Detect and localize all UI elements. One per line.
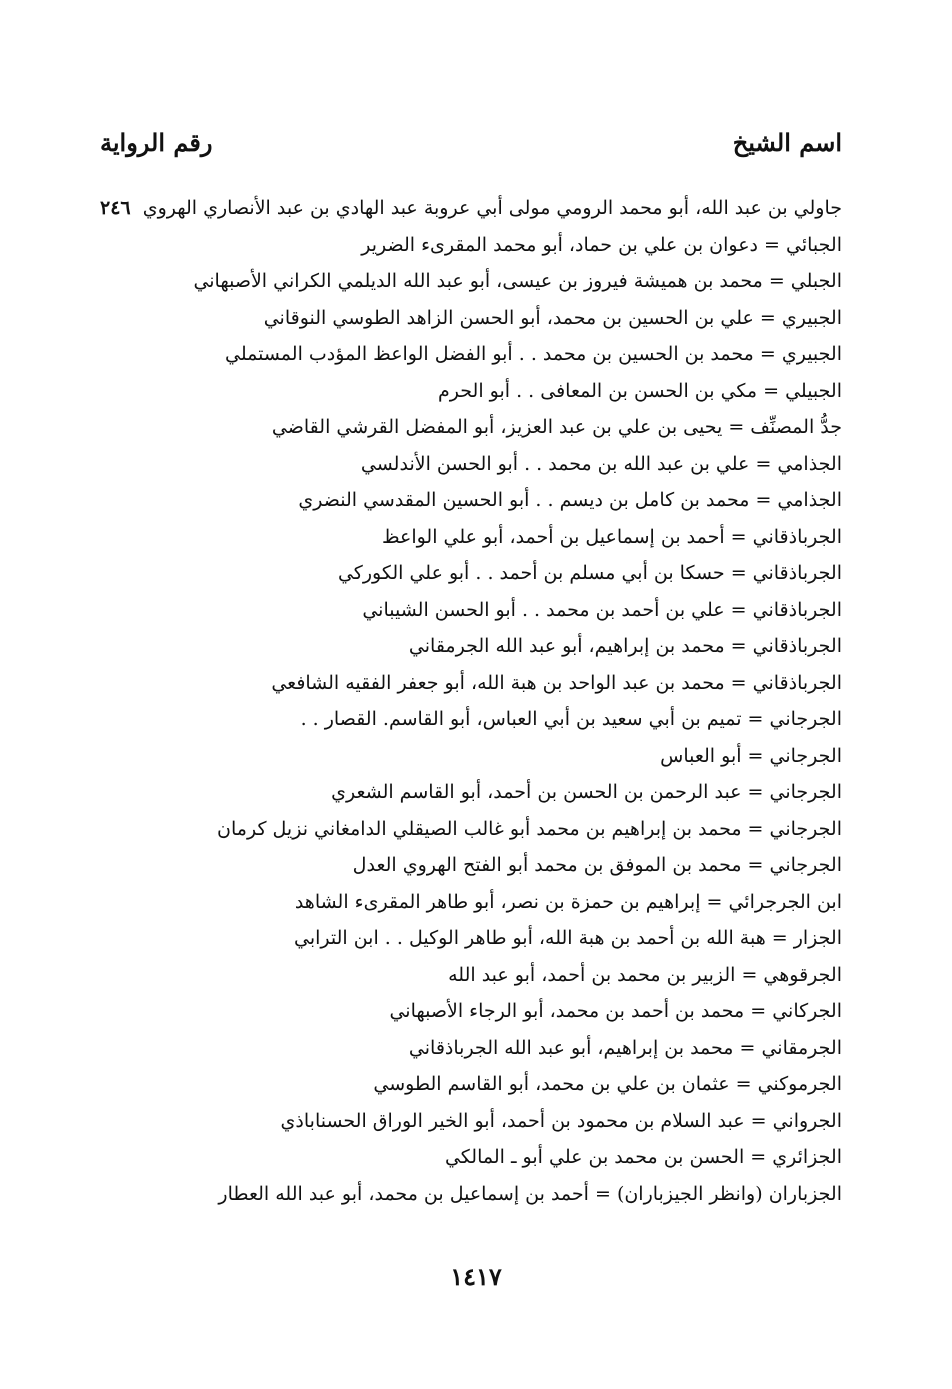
index-entry: [100, 336, 842, 373]
entry-text: الجرجاني = أبو العباس: [660, 744, 842, 767]
index-entry: [100, 701, 842, 738]
index-entry: [100, 1030, 842, 1067]
entry-text: الجرباذقاني = محمد بن إبراهيم، أبو عبد الله الجرمقاني: [408, 635, 842, 657]
index-entry: [100, 811, 842, 848]
entry-text: الجرباذقاني = محمد بن عبد الواحد بن هبة الله، أبو جعفر الفقيه الشافعي: [271, 671, 842, 694]
index-entry: [100, 957, 842, 994]
index-entry: [100, 1103, 842, 1140]
index-entry: [100, 409, 842, 446]
index-entry: [100, 1066, 842, 1103]
entry-text: ابن الجرجرائي = إبراهيم بن حمزة بن نصر، أبو طاهر المقرىء الشاهد: [294, 890, 842, 913]
entry-text: الجرباذقاني = أحمد بن إسماعيل بن أحمد، أبو علي الواعظ: [381, 525, 842, 548]
index-entry: [100, 920, 842, 957]
entry-text: الجرجاني = محمد بن الموفق بن محمد أبو الفتح الهروي العدل: [352, 854, 842, 876]
index-entry: [100, 665, 842, 702]
entry-text: الجرواني = عبد السلام بن محمود بن أحمد، أبو الخير الوراق الحسناباذي: [280, 1109, 842, 1132]
entry-text: الجزباران (وانظر الجيزباران) = أحمد بن إسماعيل بن محمد، أبو عبد الله العطار: [218, 1182, 842, 1205]
index-entry: [100, 555, 842, 592]
entry-text: الجذامي = محمد بن كامل بن ديسم . . أبو الحسين المقدسي النضري: [298, 489, 842, 511]
entry-text: الجرجاني = تميم بن أبي سعيد بن أبي العباس، أبو القاسم. القصار . .: [300, 708, 842, 730]
entry-text: الجبيري = محمد بن الحسين بن محمد . . أبو الفضل الواعظ المؤدب المستملي: [225, 343, 842, 365]
column-headers: [100, 128, 842, 168]
page-number: ١٤١٧: [450, 1262, 502, 1291]
entry-text: الجبلي = محمد بن هميشة فيروز بن عيسى، أبو عبد الله الديلمي الكراني الأصبهاني: [193, 270, 842, 292]
entry-text: الجرمقاني = محمد بن إبراهيم، أبو عبد الله الجرباذقاني: [408, 1036, 842, 1059]
entry-text: الجبيري = علي بن الحسين بن محمد، أبو الحسن الزاهد الطوسي النوقاني: [263, 306, 842, 329]
entry-text: الجرباذقاني = حسكا بن أبي مسلم بن أحمد . . أبو علي الكوركي: [337, 562, 842, 584]
index-entry: [100, 482, 842, 519]
sheikh-index-list: [100, 190, 842, 1212]
index-entry: [100, 519, 842, 556]
entry-text: جدُّ المصنِّف = يحيى بن علي بن عبد العزيز، أبو المفضل القرشي القاضي: [271, 416, 842, 438]
entry-text: الجزار = هبة الله بن أحمد بن هبة الله، أبو طاهر الوكيل . . ابن الترابي: [293, 927, 842, 949]
index-entry: [100, 190, 842, 227]
index-entry: [100, 738, 842, 775]
index-entry: [100, 628, 842, 665]
index-entry: [100, 1176, 842, 1213]
entry-text: جاولي بن عبد الله، أبو محمد الرومي مولى أبي عروبة عبد الهادي بن عبد الأنصاري الهروي: [142, 197, 842, 219]
entry-text: الجزائري = الحسن بن محمد بن علي أبو ـ المالكي: [444, 1146, 842, 1168]
index-entry: [100, 847, 842, 884]
narration-number-header: رقم الرواية: [100, 128, 213, 157]
entry-text: الجرجاني = عبد الرحمن بن الحسن بن أحمد، أبو القاسم الشعري: [331, 781, 842, 803]
entry-text: الجركاني = محمد بن أحمد بن محمد، أبو الرجاء الأصبهاني: [389, 1000, 842, 1022]
index-entry: [100, 373, 842, 410]
entry-text: الجرباذقاني = علي بن أحمد بن محمد . . أبو الحسن الشيباني: [362, 598, 842, 621]
index-entry: [100, 993, 842, 1030]
entry-text: الجبيلي = مكي بن الحسن بن المعافى . . أبو الحرم: [438, 379, 842, 402]
entry-text: الجرموكني = عثمان بن علي بن محمد، أبو القاسم الطوسي: [373, 1073, 842, 1095]
index-entry: [100, 227, 842, 264]
entry-number: ٢٤٦: [100, 197, 131, 219]
index-entry: [100, 884, 842, 921]
entry-text: الجرجاني = محمد بن إبراهيم بن محمد أبو غالب الصيقلي الدامغاني نزيل كرمان: [217, 817, 842, 840]
index-entry: [100, 446, 842, 483]
index-entry: [100, 1139, 842, 1176]
index-entry: [100, 300, 842, 337]
entry-text: الجذامي = علي بن عبد الله بن محمد . . أبو الحسن الأندلسي: [360, 452, 842, 475]
entry-text: الجبائي = دعوان بن علي بن حماد، أبو محمد المقرىء الضرير: [361, 233, 842, 256]
entry-text: الجرقوهي = الزبير بن محمد بن أحمد، أبو عبد الله: [448, 963, 842, 986]
index-entry: [100, 263, 842, 300]
sheikh-name-header: اسم الشيخ: [732, 128, 842, 157]
index-entry: [100, 592, 842, 629]
index-entry: [100, 774, 842, 811]
